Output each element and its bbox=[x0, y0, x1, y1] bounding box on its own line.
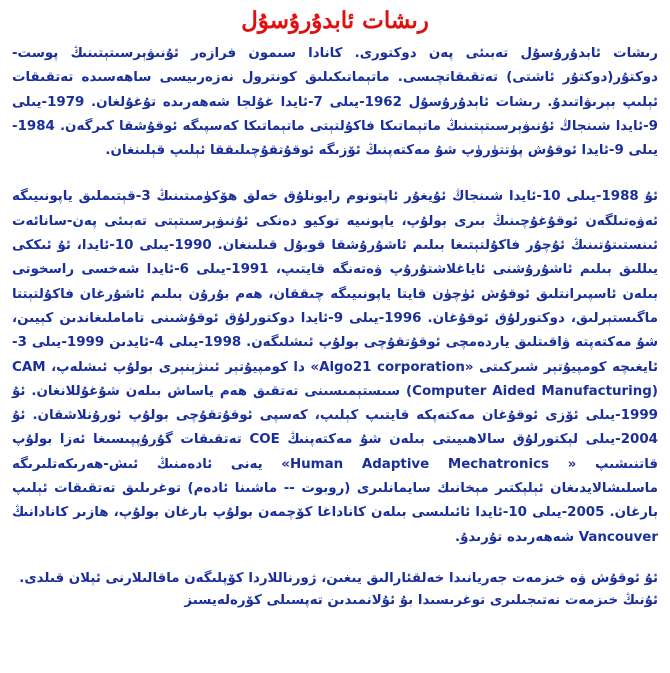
publications-note: ئۇ ئوقۇش ۋە خىزمەت جەريانىدا خەلقئارالىق يىغىن، ژورناللاردا كۆپلىگەن ماقالىلارنى ئېلان قىلدى. bbox=[19, 570, 658, 586]
bio-paragraph-intro: رىشات ئابدۇرۇسۇل تەبىئى پەن دوكتورى. كانادا سىمون فرازەر ئۇنىۋېرسىتېتىنىڭ پوست-دوكتۇر(دوكتۇر ئاشتى) تەتقىقاتچىسى. ماتېماتىكىلىق كونترول نەزەرىيسى ساھەسىدە تەتقىقات ئېلىپ بېرىۋاتىدۇ. رىشات ئابدۇرۇسۇل 1962-يىلى 7-ئايدا غۇلجا شەھەرىدە تۇغۇلغان. 1979-يىلى 9-ئايدا شىنجاڭ ئۇنىۋېرسىتېتىنىڭ ماتېماتىكا فاكۇلتېتى ماتېماتىكا كەسپىگە ئوقۇشقا كىرگەن. 1984-يىلى 9-ئايدا ئوقۇش پۈتتۈرۈپ شۇ مەكتەپنىڭ ئۆزىگە ئوقۇتقۇچىلىققا ئېلىپ قېلىنغان. bbox=[12, 46, 658, 159]
page-title: رىشات ئابدۇرۇسۇل bbox=[241, 7, 429, 34]
paragraph-spacer bbox=[12, 550, 658, 568]
achievements-link-text[interactable]: ئۇنىڭ خىزمەت نەتىجىلىرى توغرىسىدا بۇ ئۇلانمىدىن تەپسىلى كۆرەلەيسىز bbox=[184, 592, 658, 608]
paragraph-spacer bbox=[12, 163, 658, 185]
bio-paragraph-career: ئۇ 1988-يىلى 10-ئايدا شىنجاڭ ئۇيغۇر ئاپتونوم رايونلۇق خەلق ھۆكۈمىتىنىڭ 3-قېتىملىق ياپونىيىگە ئەۋەتىلگەن ئوقۇغۇچىنىڭ بىرى بولۇپ، ياپونىيە توكيو دەنكى ئۇنىۋېرسىتېتى تەبىئى پەن-سانائەت ئىنستىتۇتىنىڭ ئۇچۇر فاكۇلتېتىغا بىلىم ئاشۇرۇشقا قوبۇل قىلىنغان. 1990-يىلى 10-ئايدا، ئۇ ئىككى يىللىق بىلىم ئاشۇرۇشنى ئاياغلاشتۇرۇپ ۋەتەنگە قايتىپ، 1991-يىلى 6-ئايدا شەخسى راسخوتى بىلەن ئاسپىرانتلىق ئوقۇش ئۈچۈن قايتا ياپونىيىگە چىققان، ھەم بۇرۇن بىلىم ئاشۇرغان فاكۇلتېتتا ماگىستېرلىق، دوكتورلۇق ئوقۇغان. 1996-يىلى 9-ئايدا دوكتورلۇق ئوقۇشىنى تاماملىغاندىن كېيىن، شۇ مەكتەپتە ۋاقىتلىق ياردەمچى ئوقۇتقۇچى بولۇپ ئىشلىگەن. 1998-يىلى 4-ئايدىن 1999-يىلى 3-ئايغىچە كومپيۇتېر شىركىتى «Algo21 corporation» دا كومپيۇتېر ئىنژېنېرى بولۇپ ئىشلەپ، CAM (Computer Aided Manufacturing) سىستېمىسىنى تەتقىق ھەم ياساش بىلەن شۇغۇللانغان. ئۇ 1999-يىلى ئۆزى ئوقۇغان مەكتەپكە قايتىپ كېلىپ، كەسپى ئوقۇتقۇچى بولۇپ ئورۇنلاشقان. ئۇ 2004-يىلى لېكتورلۇق سالاھىيىتى بىلەن شۇ مەكتەپنىڭ COE تەتقىقات گۇرۇپپىسىغا ئەزا بولۇپ قاتنىشىپ « Human Adaptive Mechatronics» يەنى ئادەمنىڭ ئىش-ھەرىكەتلىرىگە ماسلىشالايدىغان ئېلېكتىر مېخانىك سايمانلىرى (روبوت -- ماشىنا ئادەم) توغرىلىق تەتقىقات ئېلىپ بارغان. 2005-يىلى 10-ئايدا ئائىلىسى بىلەن كاناداغا كۆچمەن بولۇپ بارغان بولۇپ، ھازىر كانادانىڭ Vancouver شەھەرىدە تۇرىدۇ. bbox=[12, 189, 659, 545]
